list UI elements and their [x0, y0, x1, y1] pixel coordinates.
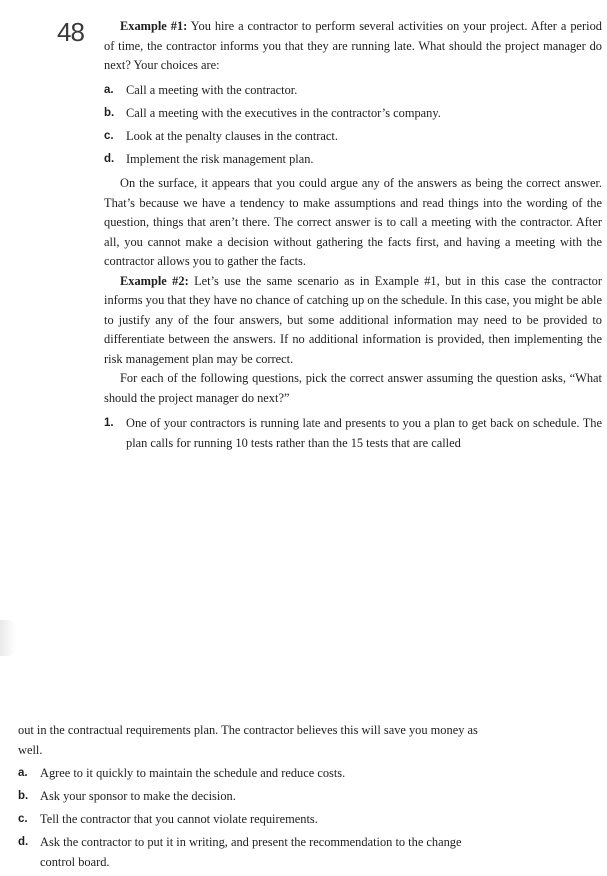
choice-letter: d. — [18, 836, 29, 848]
choice-letter: a. — [18, 767, 28, 779]
scan-smudge — [0, 620, 16, 656]
example-1-choice-a — [104, 81, 602, 101]
choice-text: Agree to it quickly to maintain the schedule and reduce costs. — [40, 766, 346, 780]
choice-letter: a. — [104, 83, 114, 96]
choice-text: Ask the contractor to put it in writing, and present the recommendation to the change control board. — [40, 835, 462, 869]
choice-text: Tell the contractor that you cannot violate requirements. — [40, 812, 318, 826]
example-1-title: Example #1: — [120, 19, 188, 33]
choice-text: Call a meeting with the contractor. — [126, 82, 298, 97]
question-1-choice-d — [18, 833, 496, 872]
instructions-paragraph: For each of the following questions, pick the correct answer assuming the question asks, “What should the project manager do next?” — [104, 371, 602, 405]
page-number: 48 — [57, 17, 84, 47]
example-1-choices — [104, 81, 602, 170]
choice-letter: c. — [18, 813, 28, 825]
example-1-choice-d — [104, 150, 602, 170]
choice-text: Implement the risk management plan. — [126, 151, 314, 166]
question-number: 1. — [104, 417, 114, 429]
main-text-block — [104, 17, 602, 453]
question-1-text-continued: out in the contractual requirements plan. The contractor believes this will save you money as well. — [18, 723, 478, 757]
example-1-paragraph — [104, 17, 602, 76]
choice-text: Call a meeting with the executives in the contractor’s company. — [126, 105, 441, 120]
choice-letter: d. — [104, 152, 115, 165]
choice-text: Ask your sponsor to make the decision. — [40, 789, 236, 803]
surface-paragraph: On the surface, it appears that you could argue any of the answers as being the correct answer. That’s because we have a tendency to make assumptions and read things into the wording of the question, things that aren’t there. The correct answer is to call a meeting with the contractor. After all, you cannot make a decision without gathering the facts first, and having a meeting with the contractor allows you to gather the facts. — [104, 176, 602, 268]
choice-text: Look at the penalty clauses in the contract. — [126, 128, 338, 143]
question-1-text-start: One of your contractors is running late and presents to you a plan to get back on schedule. The plan calls for running 10 tests rather than the 15 tests that are called — [126, 416, 602, 450]
continued-text-block — [18, 721, 496, 872]
choice-letter: b. — [104, 106, 115, 119]
question-1-choice-a — [18, 764, 496, 784]
question-1-choices — [18, 764, 496, 872]
example-1-choice-b — [104, 104, 602, 124]
example-1-choice-c — [104, 127, 602, 147]
choice-letter: b. — [18, 790, 29, 802]
choice-letter: c. — [104, 129, 114, 142]
question-1-choice-c — [18, 810, 496, 830]
example-2-title: Example #2: — [120, 273, 189, 288]
question-1-choice-b — [18, 787, 496, 807]
question-1-start — [104, 414, 602, 453]
example-2-paragraph — [104, 272, 602, 370]
example-2-text: Let’s use the same scenario as in Example #1, but in this case the contractor informs you that they have no chance of catching up on the schedule. In this case, you might be able to justify any of the four answers, but some additional information may need to be provided to differentiate between the answers. If no additional information is provided, then implementing the risk management plan may be correct. — [104, 273, 602, 366]
example-1-text: You hire a contractor to perform several activities on your project. After a period of time, the contractor informs you that they are running late. What should the project manager do next? Your choices are: — [104, 19, 602, 72]
